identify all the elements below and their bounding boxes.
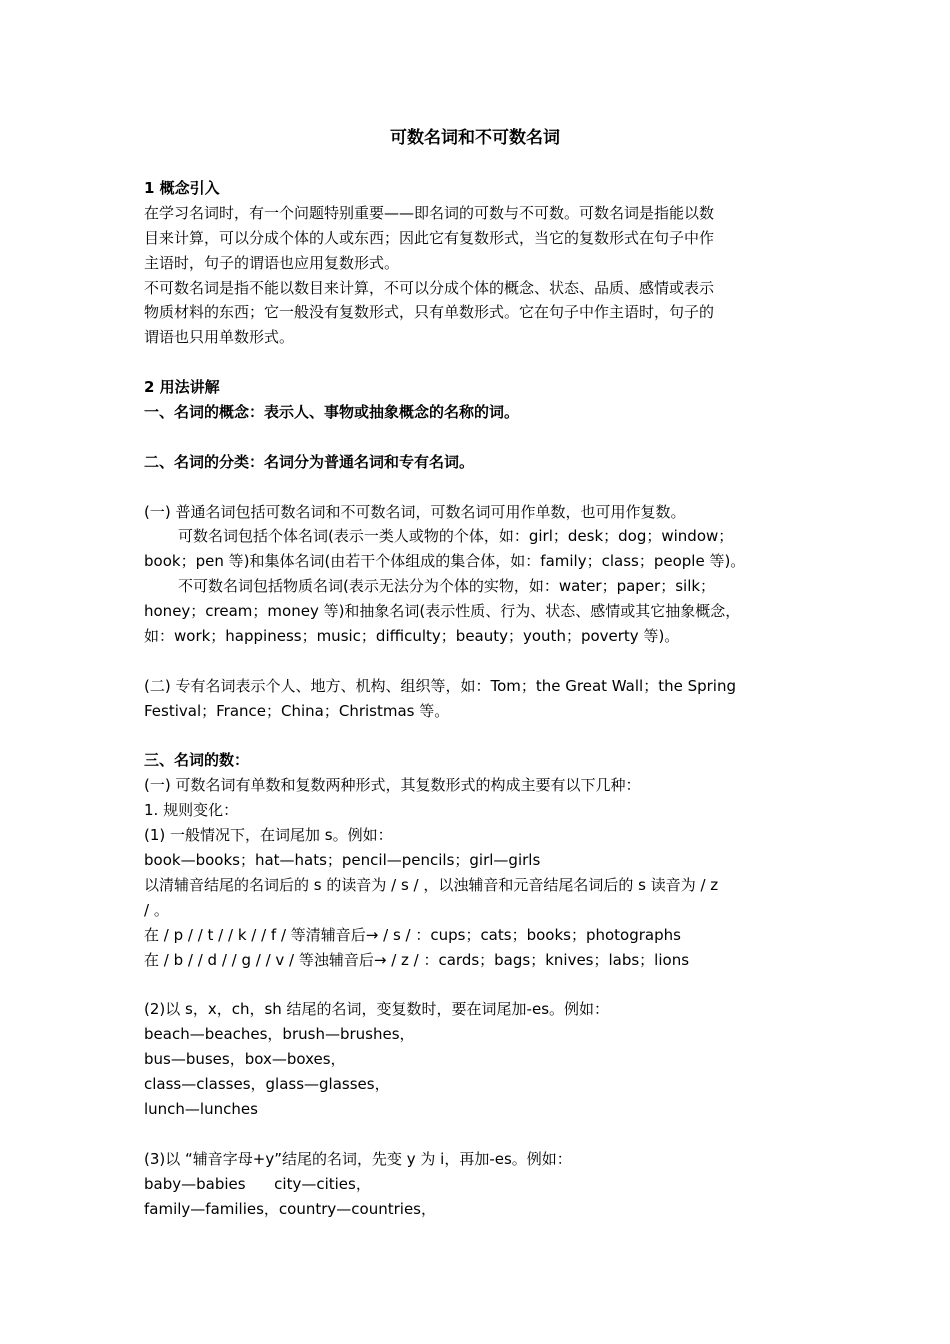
blank-line [144, 425, 804, 450]
paragraph-line: 谓语也只用单数形式。 [144, 328, 295, 347]
section-heading-usage: 2 用法讲解 [144, 378, 220, 397]
blank-line [144, 1122, 804, 1147]
example-line: book—books；hat—hats；pencil—pencils；girl—girls [144, 851, 541, 870]
paragraph-line: (1) 一般情况下，在词尾加 s。例如： [144, 826, 393, 845]
example-line: lunch—lunches [144, 1099, 258, 1118]
blank-line [144, 649, 804, 674]
paragraph-line: 可数名词包括个体名词(表示一类人或物的个体，如：girl；desk；dog；window； [178, 527, 734, 546]
paragraph-line: (2)以 s，x，ch，sh 结尾的名词，变复数时，要在词尾加-es。例如： [144, 1000, 610, 1019]
paragraph-line: 1. 规则变化： [144, 801, 239, 820]
paragraph-line: / 。 [144, 900, 169, 919]
paragraph-line: 目来计算，可以分成个体的人或东西；因此它有复数形式，当它的复数形式在句子中作 [144, 228, 715, 247]
paragraph-line: (3)以 “辅音字母+y”结尾的名词，先变 y 为 i，再加-es。例如： [144, 1149, 572, 1168]
document-title: 可数名词和不可数名词 [390, 128, 560, 148]
paragraph-line: book；pen 等)和集体名词(由若干个体组成的集合体，如：family；class；people 等)。 [144, 552, 746, 571]
paragraph-line: 物质材料的东西；它一般没有复数形式，只有单数形式。它在句子中作主语时，句子的 [144, 303, 715, 322]
document-body [144, 176, 804, 1221]
example-line: family—families，country—countries， [144, 1199, 436, 1218]
paragraph-line: 不可数名词包括物质名词(表示无法分为个体的实物，如：water；paper；silk； [178, 577, 716, 596]
blank-line [144, 973, 804, 998]
paragraph-line: 在学习名词时，有一个问题特别重要——即名词的可数与不可数。可数名词是指能以数 [144, 203, 715, 222]
example-line: beach—beaches，brush—brushes， [144, 1025, 415, 1044]
paragraph-line: 不可数名词是指不能以数目来计算，不可以分成个体的概念、状态、品质、感情或表示 [144, 278, 715, 297]
paragraph-line: 以清辅音结尾的名词后的 s 的读音为 / s / ，以浊辅音和元音结尾名词后的 s 读音为 / z [144, 875, 719, 894]
example-line: 在 / p / / t / / k / / f / 等清辅音后→ / s / ：cups；cats；books；photographs [144, 925, 681, 944]
example-line: class—classes，glass—glasses， [144, 1075, 390, 1094]
blank-line [144, 724, 804, 749]
heading-noun-number: 三、名词的数： [144, 751, 250, 770]
heading-noun-concept: 一、名词的概念：表示人、事物或抽象概念的名称的词。 [144, 403, 520, 422]
example-line: bus—buses，box—boxes， [144, 1050, 346, 1069]
blank-line [144, 475, 804, 500]
section-heading-concept: 1 概念引入 [144, 179, 220, 197]
paragraph-line: (一) 可数名词有单数和复数两种形式，其复数形式的构成主要有以下几种： [144, 776, 641, 795]
example-line: 在 / b / / d / / g / / v / 等浊辅音后→ / z / ：cards；bags；knives；labs；lions [144, 950, 690, 969]
paragraph-line: (一) 普通名词包括可数名词和不可数名词，可数名词可用作单数，也可用作复数。 [144, 502, 686, 521]
heading-noun-classification: 二、名词的分类：名词分为普通名词和专有名词。 [144, 452, 475, 471]
paragraph-line: Festival；France；China；Christmas 等。 [144, 701, 450, 720]
paragraph-line: (二) 专有名词表示个人、地方、机构、组织等，如：Tom；the Great Wall；the Spring [144, 676, 736, 695]
paragraph-line: honey；cream；money 等)和抽象名词(表示性质、行为、状态、感情或其它抽象概念， [144, 602, 741, 621]
example-line: baby—babies city—cities， [144, 1174, 371, 1193]
blank-line [144, 350, 804, 375]
paragraph-line: 主语时，句子的谓语也应用复数形式。 [144, 253, 400, 272]
paragraph-line: 如：work；happiness；music；difficulty；beauty；youth；poverty 等)。 [144, 627, 680, 646]
